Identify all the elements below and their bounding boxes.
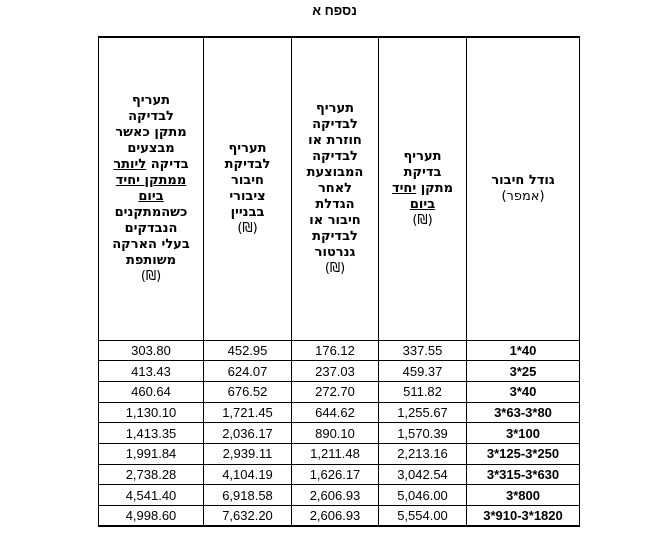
header-row [99, 37, 580, 340]
header-multi-underlined: ממתקן יחיד [115, 172, 187, 188]
header-multi-line: לבדיקה [128, 108, 174, 124]
repeat-test-cell: 176.12 [292, 340, 379, 361]
header-public-connection [204, 37, 292, 340]
multi-unit-cell: 413.43 [99, 361, 204, 382]
header-repeat-test [292, 37, 379, 340]
header-repeat-line: לאחר [317, 180, 353, 196]
single-unit-cell: 5,046.00 [379, 485, 467, 506]
public-connection-cell: 2,036.17 [204, 423, 292, 444]
header-repeat-line: לבדיקה [312, 148, 358, 164]
appendix-title: נספח א [312, 3, 357, 18]
header-repeat-line: לבדיקה [312, 116, 358, 132]
repeat-test-cell: 2,606.93 [292, 506, 379, 527]
header-multi-unit [99, 37, 204, 340]
connection-size-cell: 3*125-3*250 [467, 443, 580, 464]
connection-size-cell: 3*100 [467, 423, 580, 444]
header-public-line: תעריף [228, 140, 267, 156]
header-repeat-line: תעריף [316, 100, 354, 116]
multi-unit-cell: 4,998.60 [99, 506, 204, 527]
single-unit-cell: 459.37 [379, 361, 467, 382]
public-connection-cell: 2,939.11 [204, 443, 292, 464]
header-single-unit-symbol: (₪) [412, 212, 433, 228]
table-row [99, 506, 580, 527]
connection-size-cell: 3*40 [467, 381, 580, 402]
single-unit-cell: 2,213.16 [379, 443, 467, 464]
table-row [99, 423, 580, 444]
public-connection-cell: 624.07 [204, 361, 292, 382]
header-single-unit [379, 37, 467, 340]
single-unit-cell: 5,554.00 [379, 506, 467, 527]
header-multi-unit-symbol: (₪) [140, 268, 162, 284]
public-connection-cell: 7,632.20 [204, 506, 292, 527]
header-multi-line: מבצעים [127, 140, 175, 156]
public-connection-cell: 6,918.58 [204, 485, 292, 506]
multi-unit-cell: 4,541.40 [99, 485, 204, 506]
header-single-underlined: יחיד [391, 180, 417, 196]
public-connection-cell: 676.52 [204, 381, 292, 402]
header-multi-line: בעלי הארקה [112, 236, 190, 252]
multi-unit-cell: 460.64 [99, 381, 204, 402]
table-row [99, 340, 580, 361]
table-row [99, 464, 580, 485]
multi-unit-cell: 1,130.10 [99, 402, 204, 423]
header-repeat-line: המבוצעת [306, 164, 364, 180]
multi-unit-cell: 1,413.35 [99, 423, 204, 444]
header-connection-size [467, 37, 580, 340]
header-multi-line: כשהמתקנים [114, 204, 188, 220]
repeat-test-cell: 272.70 [292, 381, 379, 402]
header-multi-text: בדיקה [146, 156, 189, 172]
header-multi-line: תעריף [132, 92, 170, 108]
single-unit-cell: 337.55 [379, 340, 467, 361]
table-row [99, 361, 580, 382]
header-multi-line: הנבדקים [124, 220, 178, 236]
repeat-test-cell: 644.62 [292, 402, 379, 423]
repeat-test-cell: 237.03 [292, 361, 379, 382]
multi-unit-cell: 2,738.28 [99, 464, 204, 485]
header-repeat-unit-symbol: (₪) [324, 260, 346, 276]
header-public-line: ציבורי [229, 188, 266, 204]
header-connection-size-line: גודל חיבור [491, 172, 555, 188]
single-unit-cell: 1,570.39 [379, 423, 467, 444]
repeat-test-cell: 890.10 [292, 423, 379, 444]
header-single-text: מתקן [416, 180, 454, 196]
header-single-line: בדיקת [403, 164, 442, 180]
multi-unit-cell: 1,991.84 [99, 443, 204, 464]
header-repeat-line: הגדלת [315, 196, 355, 212]
header-repeat-line: חוזרת או [308, 132, 362, 148]
single-unit-cell: 511.82 [379, 381, 467, 402]
header-multi-underlined: ביום [138, 188, 164, 204]
table-row [99, 485, 580, 506]
header-public-line: חיבור [231, 172, 264, 188]
header-single-underlined: ביום [409, 196, 436, 212]
header-multi-line: מתקן כאשר [115, 124, 187, 140]
header-multi-underlined: ליותר [113, 156, 147, 172]
connection-size-cell: 3*63-3*80 [467, 402, 580, 423]
repeat-test-cell: 1,626.17 [292, 464, 379, 485]
header-repeat-line: גנרטור [314, 244, 356, 260]
connection-size-cell: 1*40 [467, 340, 580, 361]
single-unit-cell: 1,255.67 [379, 402, 467, 423]
connection-size-cell: 3*25 [467, 361, 580, 382]
header-multi-line [99, 157, 203, 173]
table-row [99, 443, 580, 464]
single-unit-cell: 3,042.54 [379, 464, 467, 485]
connection-size-cell: 3*910-3*1820 [467, 506, 580, 527]
header-repeat-line: לבדיקת [312, 228, 358, 244]
public-connection-cell: 1,721.45 [204, 402, 292, 423]
header-public-line: בבניין [230, 204, 265, 220]
multi-unit-cell: 303.80 [99, 340, 204, 361]
header-repeat-line: חיבור או [309, 212, 361, 228]
header-single-line [379, 181, 466, 197]
public-connection-cell: 4,104.19 [204, 464, 292, 485]
header-single-line: תעריף [403, 148, 442, 164]
table-row [99, 402, 580, 423]
header-public-unit-symbol: (₪) [237, 220, 258, 236]
tariff-table [98, 36, 580, 527]
public-connection-cell: 452.95 [204, 340, 292, 361]
connection-size-cell: 3*315-3*630 [467, 464, 580, 485]
connection-size-cell: 3*800 [467, 485, 580, 506]
repeat-test-cell: 2,606.93 [292, 485, 379, 506]
header-multi-line: משותפת [125, 252, 177, 268]
table-row [99, 381, 580, 402]
repeat-test-cell: 1,211.48 [292, 443, 379, 464]
header-public-line: לבדיקת [224, 156, 271, 172]
header-connection-size-unit: (אמפר) [501, 188, 545, 204]
